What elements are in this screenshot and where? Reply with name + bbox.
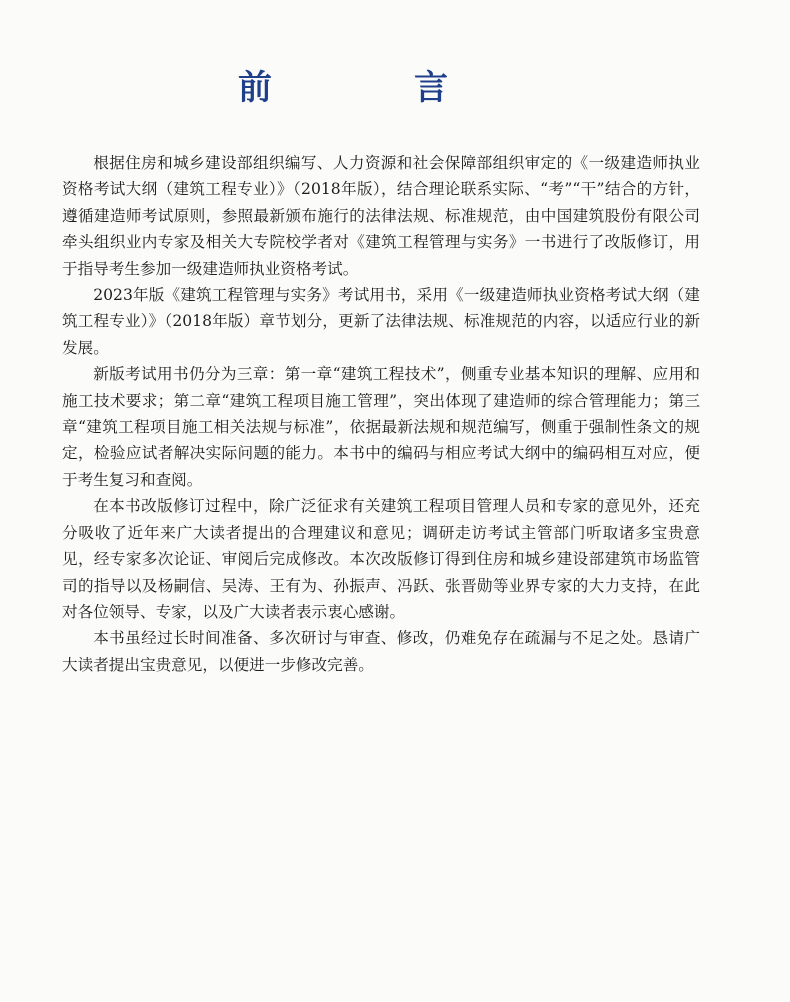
paragraph-4: 在本书改版修订过程中，除广泛征求有关建筑工程项目管理人员和专家的意见外，还充分吸收了近年来广大读者提出的合理建议和意见；调研走访考试主管部门听取诸多宝贵意见，经专家多次论证、审阅后完成修改。本次改版修订得到住房和城乡建设部建筑市场监管司的指导以及杨嗣信、吴涛、王有为、孙振声、冯跃、张晋勋等业界专家的大力支持，在此对各位领导、专家，以及广大读者表示衷心感谢。 xyxy=(62,497,700,621)
paragraph-5: 本书虽经过长时间准备、多次研讨与审查、修改，仍难免存在疏漏与不足之处。恳请广大读者提出宝贵意见，以便进一步修改完善。 xyxy=(62,629,700,674)
preface-body xyxy=(62,150,700,678)
paragraph-3: 新版考试用书仍分为三章：第一章“建筑工程技术”，侧重专业基本知识的理解、应用和施工技术要求；第二章“建筑工程项目施工管理”，突出体现了建造师的综合管理能力；第三章“建筑工程项目施工相关法规与标准”，依据最新法规和规范编写，侧重于强制性条文的规定，检验应试者解决实际问题的能力。本书中的编码与相应考试大纲中的编码相互对应，便于考生复习和查阅。 xyxy=(62,365,700,489)
paragraph-1: 根据住房和城乡建设部组织编写、人力资源和社会保障部组织审定的《一级建造师执业资格考试大纲（建筑工程专业）》（2018年版），结合理论联系实际、“考”“干”结合的方针，遵循建造师考试原则，参照最新颁布施行的法律法规、标准规范，由中国建筑股份有限公司牵头组织业内专家及相关大专院校学者对《建筑工程管理与实务》一书进行了改版修订，用于指导考生参加一级建造师执业资格考试。 xyxy=(62,154,700,278)
page-title: 前 言 xyxy=(238,68,502,108)
paragraph-2: 2023年版《建筑工程管理与实务》考试用书，采用《一级建造师执业资格考试大纲（建筑工程专业）》（2018年版）章节划分，更新了法律法规、标准规范的内容，以适应行业的新发展。 xyxy=(62,286,700,357)
